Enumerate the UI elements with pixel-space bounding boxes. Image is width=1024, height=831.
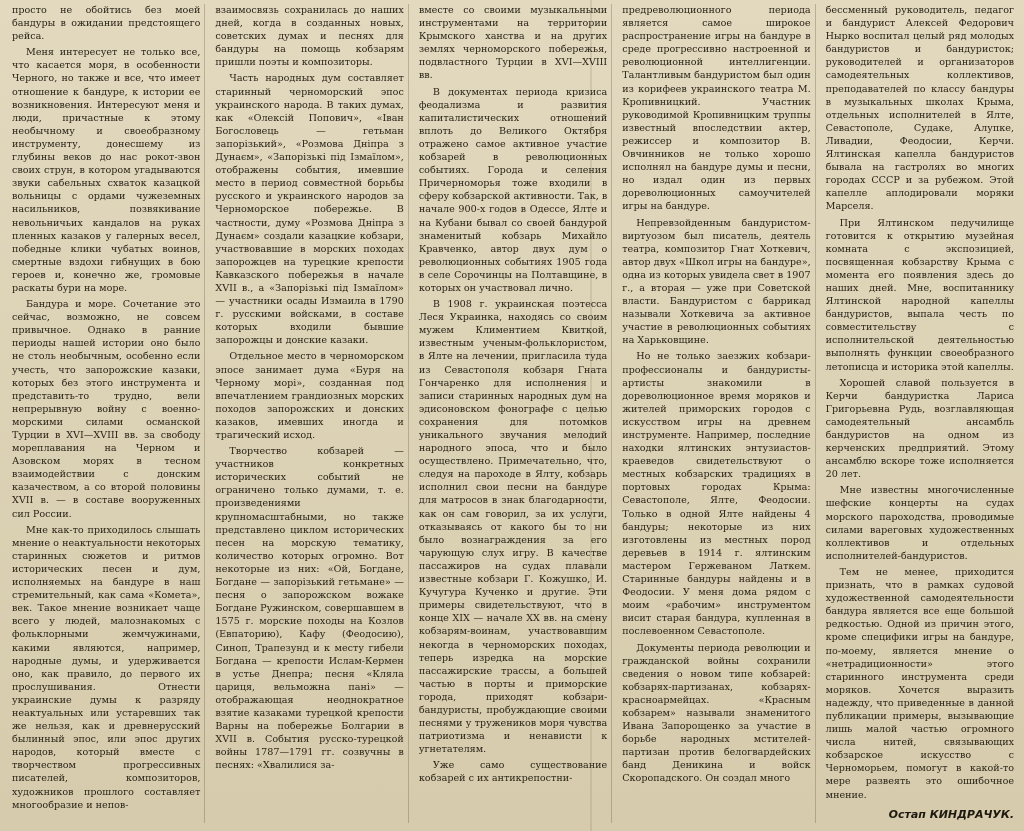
paragraph: При Ялтинском педучилище готовится к открытию музейная комната с экспозицией, посвященная кобзарству Крыма с момента его появления здесь до наших дней. Мне, воспитаннику Ялтинской народной капеллы бандуристов, выпала честь по совместительству с исполнительской деятельностью выполнять функции своеобразного летописца и историка этой капеллы. <box>825 217 1015 373</box>
paragraph: В документах периода кризиса феодализма и развития капиталистических отношений вплоть до Великого Октября отражено самое активное участие кобзарей в революционных событиях. Города и селения Причерноморья тоже входили в сферу кобзарской активности. Так, в начале 900-х годов в Одессе, Ялте и на Кубани бывал со своей бандурой знаменитый кобзарь Михайло Кравченко, автор двух дум о революционных событиях 1905 года в селе Сорочинцы на Полтавщине, в которых он участвовал лично. <box>418 86 608 294</box>
paragraph: Документы периода революции и гражданской войны сохранили сведения о новом типе кобзарей: кобзарях-партизанах, кобзарях-красноармейцах. «Красным кобзарем» называли знаменитого Ивана Запорощенко за участие в борьбе народных мстителей-партизан против белогвардейских банд Деникина и войск Скоропадского. Он создал много <box>622 642 811 785</box>
paragraph: Хорошей славой пользуется в Керчи бандуристка Лариса Григорьевна Рудь, возглавляющая самодеятельный ансамбль бандуристов на одном из керченских предприятий. Этому ансамблю вскоре тоже исполняется 20 лет. <box>825 377 1015 481</box>
paragraph: Бандура и море. Сочетание это сейчас, возможно, не совсем привычное. Однако в ранние периоды нашей истории оно было не столь необычным, особенно если учесть, что запорожские казаки, которых без этого инструмента и представить-то трудно, вели непрерывную войну с военно-морскими силами османской Турции в XVI—XVIII вв. за свободу мореплавания на Черном и Азовском морях в тесном взаимодействии с донским казачеством, а со второй половины XVII в. — в составе вооруженных сил России. <box>12 299 201 520</box>
paragraph: Непревзойденным бандуристом-виртуозом был писатель, деятель театра, композитор Гнат Хоткевич, автор двух «Школ игры на бандуре», одна из которых увидела свет в 1907 г., а вторая — уже при Советской власти. Бандуристом с баррикад называли Хоткевича за активное участие в революционных событиях на Харьковщине. <box>622 217 811 347</box>
column-4 <box>618 4 815 823</box>
paragraph: Но не только заезжих кобзари-профессионалы и бандуристы-артисты знакомили в дореволюционное время моряков и жителей приморских городов с искусством игры на древнем инструменте. Например, последние находки ялтинских энтузиастов-краеведов свидетельствуют о местных кобзарских традициях в портовых городах Крыма: Севастополе, Ялте, Феодосии. Только в одной Ялте найдены 4 бандуры; некоторые из них изготовлены из местных пород деревьев в 1914 г. ялтинским мастером Гержеваном Латкем. Старинные бандуры найдены и в Феодосии. У меня дома рядом с моим «рабочим» инструментом висит старая бандура, купленная в послевоенном Севастополе. <box>622 351 811 638</box>
paragraph: бессменный руководитель, педагог и бандурист Алексей Федорович Нырко воспитал целый ряд молодых бандуристов и бандуристок; руководителей и организаторов самодеятельных коллективов, преподавателей по классу бандуры в музыкальных школах Крыма, отдельных исполнителей в Ялте, Севастополе, Судаке, Алупке, Ливадии, Феодосии, Керчи. Ялтинская капелла бандуристов бывала на гастролях во многих городах СССР и за рубежом. Этой капелле аплодировали моряки Марселя. <box>825 5 1015 213</box>
author-signature: Остап КИНДРАЧУК. <box>888 807 1015 821</box>
paragraph: Отдельное место в черноморском эпосе занимает дума «Буря на Черному морі», созданная под впечатлением грандиозных морских походов запорожских и донских казаков, имевших иногда и трагический исход. <box>215 351 404 441</box>
paragraph: Часть народных дум составляет старинный черноморский эпос украинского народа. В таких думах, как «Олексій Попович», «Іван Богословець — гетьман запорізький», «Розмова Дніпра з Дунаєм», «Запорізькі під Ізмаїлом», отображены события, имевшие место в период совместной борьбы русского и украинского народов за Черноморское побережье. В частности, думу «Розмова Дніпра з Дунаєм» создали казацкие кобзари, участвовавшие в морских походах запорожцев на турецкие крепости Кавказского побережья в начале XVII в., а «Запорізькі під Ізмаїлом» — участники осады Измаила в 1790 г. русскими войсками, в составе которых входили бывшие запорожцы и донские казаки. <box>215 73 404 347</box>
paragraph: В 1908 г. украинская поэтесса Леся Украинка, находясь со своим мужем Климентием Квиткой, известным ученым-фольклористом, в Ялте на лечении, пригласила туда из Севастополя кобзаря Гната Гончаренко для исполнения и записи старинных народных дум на эдисоновском фонографе с целью сохранения для потомков уникального звучания мелодий народного эпоса, что и было осуществлено. Примечательно, что, следуя на пароходе в Ялту, кобзарь исполнил свои песни на бандуре для матросов в знак благодарности, как он сам говорил, за их услуги, отказываясь от какого бы то ни было вознаграждения за его чарующую слух игру. В качестве пассажиров на судах плавали известные кобзари Г. Кожушко, И. Кучугура Кученко и другие. Эти примеры свидетельствуют, что в конце XIX — начале XX вв. на смену кобзарям-воинам, участвовавшим некогда в черноморских походах, теперь изредка на морские пассажирские трассы, а большей частью в порты и приморские города, приходят кобзари-бандуристы, пробуждающие своими песнями у тружеников моря чувства патриотизма и ненависти к угнетателям. <box>418 299 608 756</box>
paragraph: просто не обойтись без моей бандуры в ожидании предстоящего рейса. <box>12 5 201 43</box>
paragraph: Творчество кобзарей — участников конкретных исторических событий не ограничено только думами, т. е. произведениями крупномасштабными, но также представлено циклом исторических песен на морскую тематику, количество которых огромно. Вот некоторые из них: «Ой, Богдане, Богдане — запорізький гетьмане» — песня о запорожском вожаке Богдане Ружинском, совершавшем в 1575 г. морские походы на Козлов (Евпаторию), Кафу (Феодосию), Синоп, Трапезунд и к месту гибели Богдана — крепости Ислам-Кермен в устье Днепра; песня «Кляла цариця, вельможна пані» — отображающая неоднократное взятие казаками турецкой крепости Варны на побережье Болгарии в XVII в. События русско-турецкой войны 1787—1791 гг. созвучны в песнях: «Хвалилися за- <box>215 446 404 772</box>
paragraph: Тем не менее, приходится признать, что в рамках судовой художественной самодеятельности бандура является все еще большой редкостью. Одной из причин этого, кроме специфики игры на бандуре, по-моему, является мнение о «нетрадиционности» этого старинного инструмента среди моряков. Хочется выразить надежду, что приведенные в данной публикации примеры, вызывающие лишь малой частью огромного числа нитей, связывающих кобзарское искусство с Черноморьем, помогут в какой-то мере развеять это ошибочное мнение. <box>825 566 1015 801</box>
column-1 <box>8 4 205 823</box>
column-2 <box>211 4 408 823</box>
paragraph: Мне как-то приходилось слышать мнение о неактуальности некоторых старинных сюжетов и ритмов исторических песен и дум, исполняемых на бандуре в наш стремительный, как сама «Комета», век. Такое мнение возникает чаще всего у людей, малознакомых с фольклорными жемчужинами, какими являются, например, народные думы, и удерживается оно, как правило, до первого их прослушивания. Отнести украинские думы к разряду неактуальных или устаревших так же нельзя, как и древнерусский былинный эпос, или эпос других народов, который вместе с творчеством прогрессивных писателей, композиторов, художников прошлого составляет многообразие и непов- <box>12 524 201 811</box>
paragraph: Уже само существование кобзарей с их антикрепостни- <box>418 760 608 785</box>
fold-crease <box>590 0 592 831</box>
paragraph: Мне известны многочисленные шефские концерты на судах морского пароходства, проводимые силами вареговых художественных коллективов и отдельных исполнителей-бандуристов. <box>825 485 1015 562</box>
paragraph: Меня интересует не только все, что касается моря, в особенности Черного, но также и все, что имеет отношение к бандуре, к истории ее возникновения. Интересуют меня и люди, причастные к этому необычному и своеобразному инструменту, донесшему из глубины веков до нас рокот-звон своих струн, в котором угадываются звуки сабельных схваток казацкой вольницы с ордами чужеземных насильников, позвякивание невольничьих кандалов на руках пленных казаков у галерных весел, победные клики чубатых воинов, смертные вздохи гибнущих в бою героев и, конечно же, громовые раскаты бури на море. <box>12 47 201 294</box>
paragraph: предреволюционного периода является самое широкое распространение игры на бандуре в среде прогрессивно настроенной и революционной интеллигенции. Талантливым бандуристом был один из корифеев украинского театра М. Кропивницкий. Участник руководимой Кропивницким труппы известный впоследствии актер, режиссер и композитор В. Овчинников не только хорошо исполнял на бандуре думы и песни, но издал один из первых дореволюционных самоучителей игры на бандуре. <box>622 5 811 213</box>
column-3 <box>415 4 612 823</box>
paragraph: вместе со своими музыкальными инструментами на территории Крымского ханства и на других землях черноморского побережья, подвластного Турции в XVI—XVIII вв. <box>418 5 608 82</box>
paragraph: взаимосвязь сохранилась до наших дней, когда в созданных новых, советских думах и песнях для бандуры на помощь кобзарям пришли поэты и композиторы. <box>215 5 404 69</box>
article-columns <box>8 4 1018 823</box>
column-5 <box>822 4 1018 823</box>
